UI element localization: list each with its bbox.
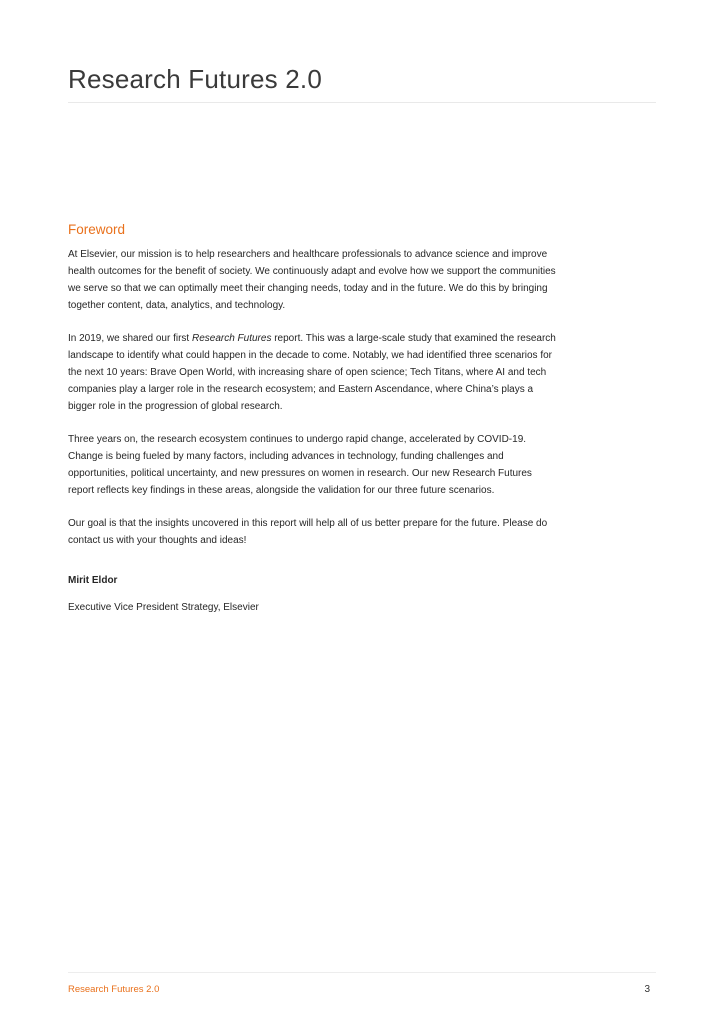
section-heading: Foreword bbox=[68, 222, 126, 237]
foreword-section bbox=[68, 222, 558, 613]
signer-name: Mirit Eldor bbox=[68, 575, 118, 586]
paragraph-three-years-on: Three years on, the research ecosystem continues to undergo rapid change, accelerated by COVID-19. Change is being fueled by many factors, including advances in technology, funding challenges and opportunities, political uncertainty, and new pressures on women in research. Our new Research Futures report reflects key findings in these areas, alongside the validation for our three future scenarios. bbox=[68, 434, 532, 496]
paragraph-mission: At Elsevier, our mission is to help researchers and healthcare professionals to advance science and improve health outcomes for the benefit of society. We continuously adapt and evolve how we support the communities we serve so that we can optimally meet their changing needs, today and in the future. We do this by bringing together content, data, analytics, and technology. bbox=[68, 249, 556, 311]
paragraph-goal: Our goal is that the insights uncovered in this report will help all of us better prepare for the future. Please do contact us with your thoughts and ideas! bbox=[68, 518, 548, 546]
report-title-italic: Research Futures bbox=[191, 333, 272, 344]
paragraph-text: In 2019, we shared our first bbox=[68, 333, 192, 344]
page-title: Research Futures 2.0 bbox=[68, 64, 323, 94]
paragraph-first-report bbox=[68, 330, 558, 415]
footer-title: Research Futures 2.0 bbox=[68, 984, 160, 995]
footer-divider bbox=[68, 972, 656, 973]
paragraph-text: report. This was a large-scale study that examined the research landscape to identify what could happen in the decade to come. Notably, we had identified three scenarios for the next 10 years: Brave Open World, with increasing share of open science; Tech Titans, where AI and tech companies play a larger role in the research ecosystem; and Eastern Ascendance, where China’s plays a bigger role in the progression of global research. bbox=[68, 333, 556, 412]
title-divider bbox=[68, 102, 656, 103]
page-number: 3 bbox=[644, 984, 650, 995]
signer-role: Executive Vice President Strategy, Elsevier bbox=[68, 602, 259, 613]
